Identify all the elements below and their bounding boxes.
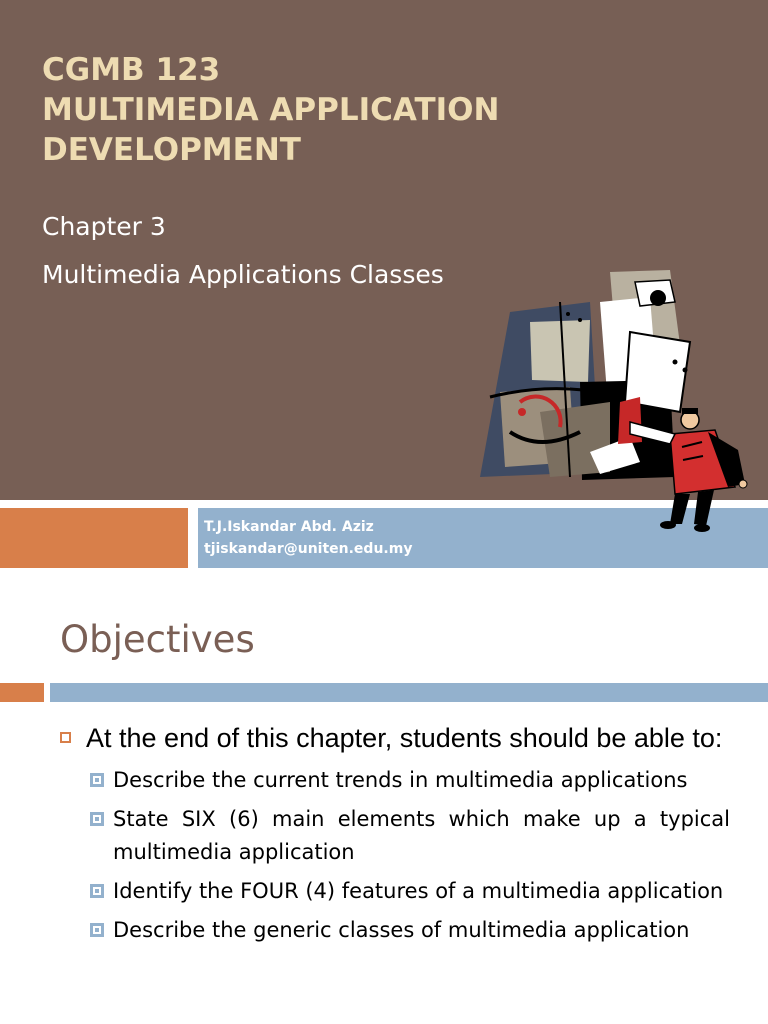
sub-bullet [90,875,730,908]
business-collage-clipart-icon [470,262,760,542]
sub-bullet [90,914,730,947]
square-bullet-icon [90,923,104,937]
main-bullet [60,718,730,758]
square-bullet-icon [90,773,104,787]
sub-bullet-text: State SIX (6) main elements which make up a typical multimedia application [113,807,730,864]
square-bullet-icon [90,812,104,826]
accent-bar-blue [50,683,768,702]
chapter-block [42,210,444,292]
objectives-slide [0,568,768,1024]
slide-title: Objectives [60,618,255,661]
course-title-line-2: MULTIMEDIA APPLICATION [42,92,500,128]
chapter-label: Chapter 3 [42,212,166,241]
course-title-line-3: DEVELOPMENT [42,132,301,168]
accent-bar-orange [0,683,44,702]
author-email: tjiskandar@uniten.edu.my [204,541,413,557]
square-bullet-icon [90,884,104,898]
course-title-line-1: CGMB 123 [42,52,221,88]
sub-bullet-text: Identify the FOUR (4) features of a multimedia application [113,879,724,903]
sub-bullet-text: Describe the generic classes of multimedia application [113,918,690,942]
sub-bullet [90,764,730,797]
author-info [204,516,412,560]
chapter-subtitle: Multimedia Applications Classes [42,260,444,289]
main-bullet-text: At the end of this chapter, students should be able to: [86,723,723,753]
objectives-list [60,718,730,947]
accent-bar-orange [0,508,188,568]
sub-bullet-text: Describe the current trends in multimedia applications [113,768,688,792]
hollow-square-bullet-icon [60,732,71,743]
author-name: T.J.Iskandar Abd. Aziz [204,519,374,535]
sub-bullet [90,803,730,869]
course-title [42,50,602,170]
